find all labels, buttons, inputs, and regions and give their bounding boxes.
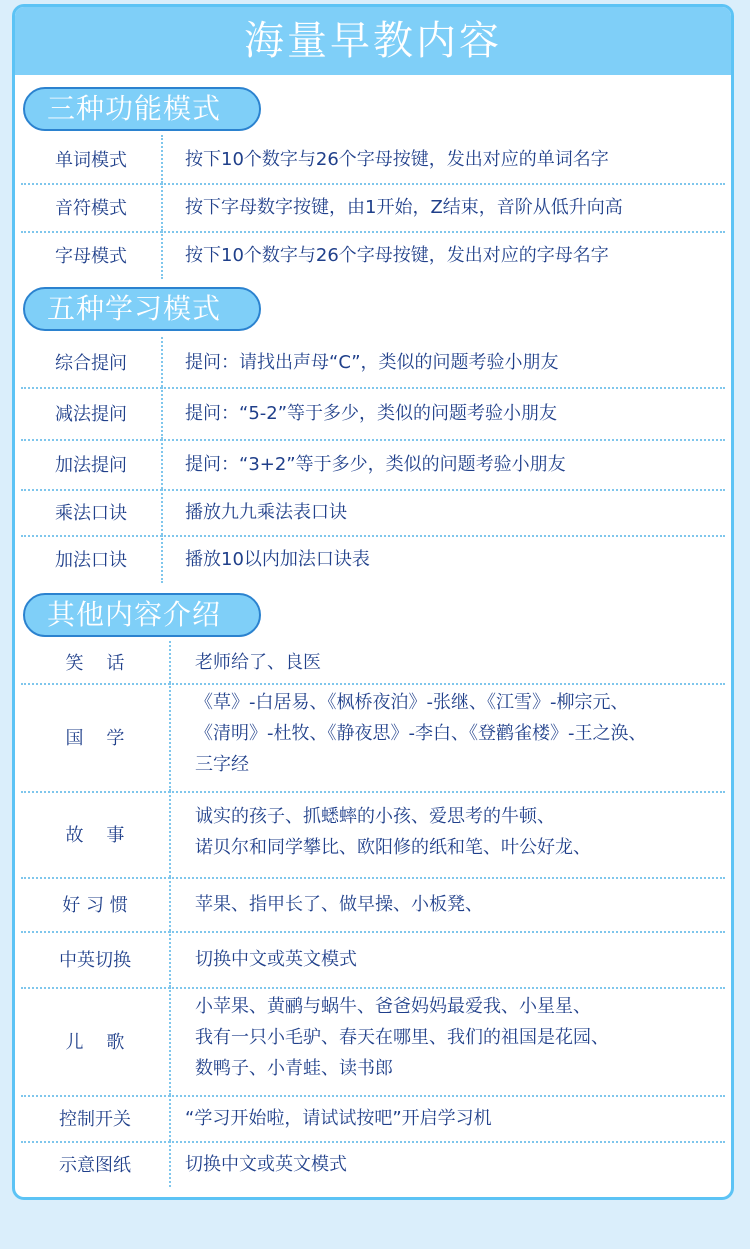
table-row: [21, 683, 725, 793]
row-label: 加法口诀: [21, 535, 163, 583]
row-text: 提问：“3+2”等于多少，类似的问题考验小朋友: [185, 453, 566, 475]
row-text: 提问：“5-2”等于多少，类似的问题考验小朋友: [185, 402, 558, 424]
row-text: 按下10个数字与26个字母按键，发出对应的字母名字: [185, 244, 609, 266]
table-row: [21, 135, 725, 185]
table-row: [21, 489, 725, 537]
table-row: [21, 231, 725, 279]
row-text: 按下字母数字按键，由1开始，Z结束，音阶从低升向高: [185, 196, 623, 218]
row-label: 减法提问: [21, 387, 163, 439]
table-row: [21, 183, 725, 233]
row-text-line: 诺贝尔和同学攀比、欧阳修的纸和笔、叶公好龙、: [195, 837, 591, 858]
table-row: [21, 791, 725, 879]
row-text-line: 诚实的孩子、抓蟋蟀的小孩、爱思考的牛顿、: [195, 806, 555, 827]
row-text: “学习开始啦，请试试按吧”开启学习机: [185, 1107, 492, 1129]
row-label: 好 习 惯: [21, 877, 171, 931]
row-text: 播放九九乘法表口诀: [185, 501, 347, 523]
table-row: [21, 641, 725, 685]
row-label: 音符模式: [21, 183, 163, 231]
row-text: 苹果、指甲长了、做早操、小板凳、: [195, 893, 483, 915]
table-row: [21, 387, 725, 441]
content-card: [12, 4, 734, 1200]
table-row: [21, 535, 725, 583]
row-label: 单词模式: [21, 135, 163, 183]
row-label: 乘法口诀: [21, 489, 163, 535]
row-text: 播放10以内加法口诀表: [185, 548, 370, 570]
row-text: 按下10个数字与26个字母按键，发出对应的单词名字: [185, 148, 609, 170]
row-text-line: 小苹果、黄鹂与蜗牛、爸爸妈妈最爱我、小星星、: [195, 996, 591, 1017]
row-label: 示意图纸: [21, 1141, 171, 1187]
row-label: 加法提问: [21, 439, 163, 489]
row-label: 故 事: [21, 791, 171, 877]
table-row: [21, 1095, 725, 1143]
table-row: [21, 877, 725, 933]
row-text: 切换中文或英文模式: [195, 948, 357, 970]
table-row: [21, 439, 725, 491]
section-heading-functions: 三种功能模式: [23, 87, 261, 131]
section-heading-other: 其他内容介绍: [23, 593, 261, 637]
row-label: 中英切换: [21, 931, 171, 987]
row-text-line: 数鸭子、小青蛙、读书郎: [195, 1058, 393, 1079]
row-label: 儿 歌: [21, 987, 171, 1095]
section-heading-learning: 五种学习模式: [23, 287, 261, 331]
table-row: [21, 337, 725, 389]
table-row: [21, 1141, 725, 1187]
page-title: 海量早教内容: [15, 7, 731, 75]
row-text-line: 《清明》-杜牧、《静夜思》-李白、《登鹳雀楼》-王之涣、: [195, 723, 647, 744]
row-text: 切换中文或英文模式: [185, 1153, 347, 1175]
row-text-line: 三字经: [195, 754, 249, 775]
row-label: 字母模式: [21, 231, 163, 279]
row-text-line: 《草》-白居易、《枫桥夜泊》-张继、《江雪》-柳宗元、: [195, 692, 629, 713]
row-text: 提问：请找出声母“C”，类似的问题考验小朋友: [185, 351, 559, 373]
table-row: [21, 931, 725, 989]
row-label: 综合提问: [21, 337, 163, 387]
row-text-line: 我有一只小毛驴、春天在哪里、我们的祖国是花园、: [195, 1027, 609, 1048]
table-row: [21, 987, 725, 1097]
row-label: 控制开关: [21, 1095, 171, 1141]
row-label: 笑 话: [21, 641, 171, 683]
row-label: 国 学: [21, 683, 171, 791]
row-text: 老师给了、良医: [195, 651, 321, 673]
